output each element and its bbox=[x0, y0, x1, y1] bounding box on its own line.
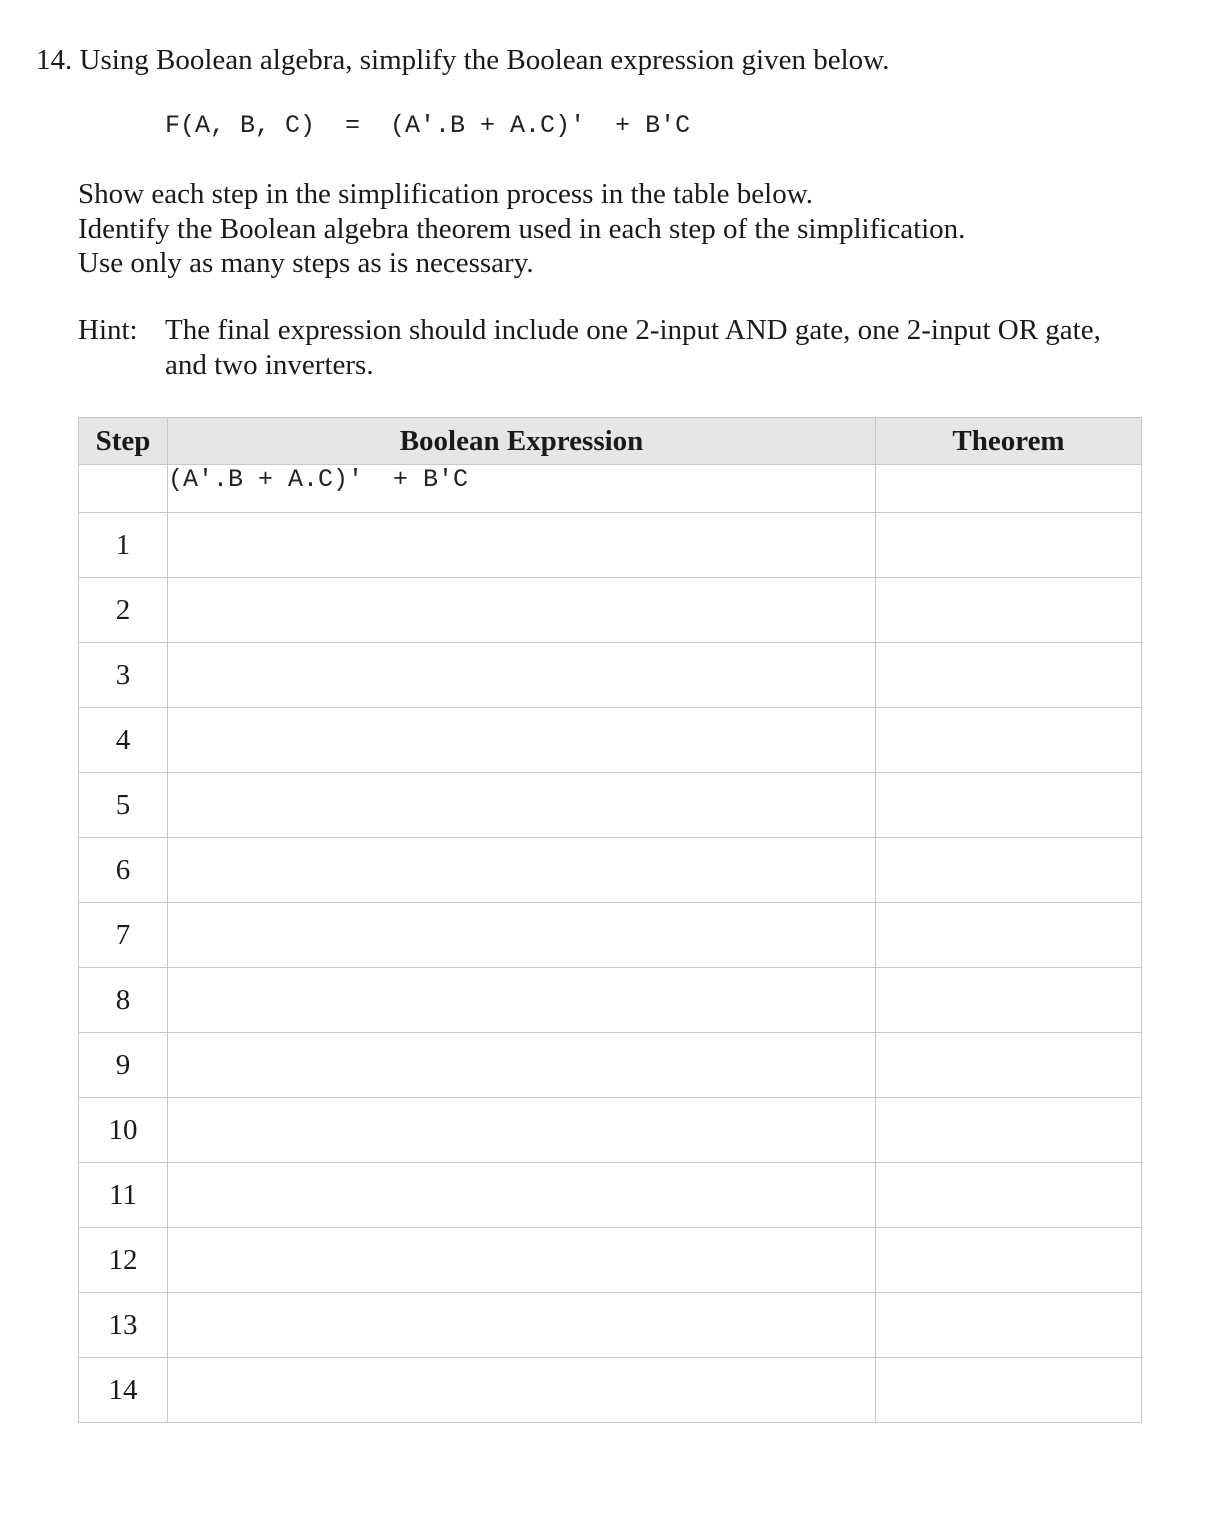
step-number: 4 bbox=[79, 708, 168, 773]
expression-cell[interactable] bbox=[168, 1358, 876, 1423]
step-number: 14 bbox=[79, 1358, 168, 1423]
table-header-row bbox=[79, 418, 1142, 465]
table-row bbox=[79, 578, 1142, 643]
expression-cell[interactable] bbox=[168, 838, 876, 903]
table-row bbox=[79, 773, 1142, 838]
expression-cell[interactable] bbox=[168, 1293, 876, 1358]
expression-cell[interactable]: (A'.B + A.C)' + B'C bbox=[168, 465, 876, 513]
expression-cell[interactable] bbox=[168, 1163, 876, 1228]
theorem-cell[interactable] bbox=[876, 465, 1142, 513]
instructions bbox=[78, 177, 965, 281]
theorem-cell[interactable] bbox=[876, 708, 1142, 773]
expression-cell[interactable] bbox=[168, 968, 876, 1033]
step-number: 10 bbox=[79, 1098, 168, 1163]
expression-cell[interactable] bbox=[168, 1098, 876, 1163]
theorem-cell[interactable] bbox=[876, 578, 1142, 643]
table-row bbox=[79, 513, 1142, 578]
table-row bbox=[79, 1033, 1142, 1098]
table-row-start bbox=[79, 465, 1142, 513]
step-number: 3 bbox=[79, 643, 168, 708]
header-theorem: Theorem bbox=[876, 418, 1142, 465]
instruction-line: Show each step in the simplification process in the table below. bbox=[78, 178, 814, 210]
table-row bbox=[79, 903, 1142, 968]
hint-line: The final expression should include one 2-input AND gate, one 2-input OR gate, bbox=[165, 314, 1101, 346]
step-number: 13 bbox=[79, 1293, 168, 1358]
theorem-cell[interactable] bbox=[876, 968, 1142, 1033]
hint-label: Hint: bbox=[78, 314, 138, 346]
theorem-cell[interactable] bbox=[876, 643, 1142, 708]
step-number: 12 bbox=[79, 1228, 168, 1293]
expression-cell[interactable] bbox=[168, 903, 876, 968]
table-row bbox=[79, 838, 1142, 903]
table-row bbox=[79, 1098, 1142, 1163]
theorem-cell[interactable] bbox=[876, 1293, 1142, 1358]
hint-text bbox=[165, 313, 1101, 383]
table-row bbox=[79, 1228, 1142, 1293]
instruction-line: Identify the Boolean algebra theorem used in each step of the simplification. bbox=[78, 212, 966, 245]
expression-cell[interactable] bbox=[168, 513, 876, 578]
expression-cell[interactable] bbox=[168, 578, 876, 643]
table-row bbox=[79, 968, 1142, 1033]
table-row bbox=[79, 708, 1142, 773]
theorem-cell[interactable] bbox=[876, 903, 1142, 968]
step-number: 6 bbox=[79, 838, 168, 903]
expression-cell[interactable] bbox=[168, 1228, 876, 1293]
step-number: 1 bbox=[79, 513, 168, 578]
expression-cell[interactable] bbox=[168, 708, 876, 773]
theorem-cell[interactable] bbox=[876, 1358, 1142, 1423]
question-text: 14. Using Boolean algebra, simplify the Boolean expression given below. bbox=[36, 44, 890, 76]
step-number: 2 bbox=[79, 578, 168, 643]
theorem-cell[interactable] bbox=[876, 773, 1142, 838]
function-definition: F(A, B, C) = (A'.B + A.C)' + B'C bbox=[165, 111, 691, 140]
step-number: 8 bbox=[79, 968, 168, 1033]
table-row bbox=[79, 1163, 1142, 1228]
step-cell bbox=[79, 465, 168, 513]
header-step: Step bbox=[79, 418, 168, 465]
hint-line: and two inverters. bbox=[165, 349, 374, 381]
simplification-table bbox=[78, 417, 1142, 1423]
theorem-cell[interactable] bbox=[876, 1033, 1142, 1098]
instruction-line: Use only as many steps as is necessary. bbox=[78, 247, 534, 279]
step-number: 7 bbox=[79, 903, 168, 968]
step-number: 9 bbox=[79, 1033, 168, 1098]
table-row bbox=[79, 1358, 1142, 1423]
theorem-cell[interactable] bbox=[876, 838, 1142, 903]
theorem-cell[interactable] bbox=[876, 1228, 1142, 1293]
theorem-cell[interactable] bbox=[876, 1098, 1142, 1163]
table-row bbox=[79, 1293, 1142, 1358]
step-number: 5 bbox=[79, 773, 168, 838]
step-number: 11 bbox=[79, 1163, 168, 1228]
header-boolean-expression: Boolean Expression bbox=[168, 418, 876, 465]
expression-cell[interactable] bbox=[168, 643, 876, 708]
theorem-cell[interactable] bbox=[876, 513, 1142, 578]
expression-cell[interactable] bbox=[168, 773, 876, 838]
theorem-cell[interactable] bbox=[876, 1163, 1142, 1228]
expression-cell[interactable] bbox=[168, 1033, 876, 1098]
table-row bbox=[79, 643, 1142, 708]
